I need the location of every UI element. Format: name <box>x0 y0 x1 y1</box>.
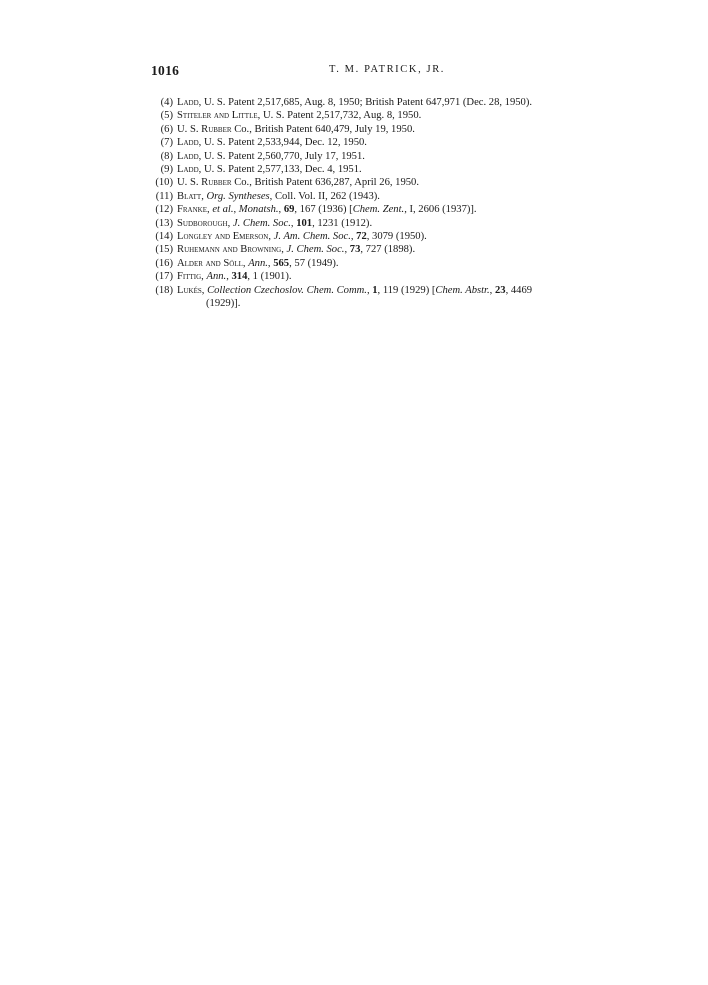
reference-item <box>151 123 621 136</box>
reference-segment: 565 <box>273 257 290 269</box>
reference-number: (15) <box>155 244 173 256</box>
reference-segment: Co., British Patent 640,479, July 19, 1950. <box>231 123 415 135</box>
reference-item <box>151 176 621 189</box>
reference-segment: , <box>233 204 239 216</box>
reference-number: (4) <box>160 97 173 108</box>
reference-item <box>151 136 621 149</box>
reference-segment: Ann. <box>206 271 227 283</box>
reference-segment: , <box>227 217 233 229</box>
reference-segment: , U. S. Patent 2,577,133, Dec. 4, 1951. <box>198 164 362 176</box>
reference-segment: , 1231 (1912). <box>312 217 373 229</box>
reference-segment: , <box>350 231 357 243</box>
reference-number: (18) <box>155 284 173 296</box>
reference-segment: , <box>290 217 297 229</box>
reference-segment: Rubber <box>201 123 232 135</box>
reference-segment: 23 <box>494 284 506 296</box>
reference-continuation: (1929)]. <box>206 298 241 310</box>
reference-segment: , U. S. Patent 2,533,944, Dec. 12, 1950. <box>198 137 367 149</box>
reference-list <box>151 96 621 311</box>
reference-item <box>151 109 621 122</box>
reference-segment: Co., British Patent 636,287, April 26, 1950. <box>231 177 420 189</box>
reference-segment: 1 <box>372 284 378 296</box>
reference-item <box>151 284 621 297</box>
reference-segment: , <box>366 284 373 296</box>
reference-segment: 72 <box>356 231 367 243</box>
reference-segment: Ladd <box>177 150 199 162</box>
reference-segment: , <box>226 271 232 283</box>
reference-text <box>177 136 367 149</box>
reference-text <box>177 109 421 122</box>
reference-segment: U. S. <box>177 123 202 135</box>
reference-text <box>177 150 365 163</box>
reference-text <box>177 217 372 230</box>
reference-segment: Fittig <box>177 271 202 283</box>
reference-segment: , <box>201 284 208 296</box>
reference-text <box>177 163 362 176</box>
reference-segment: Chem. Abstr. <box>435 284 490 296</box>
reference-number: (14) <box>155 231 173 243</box>
reference-segment: , I, 2606 (1937)]. <box>404 204 477 216</box>
reference-segment: , 57 (1949). <box>289 257 339 269</box>
reference-segment: Ladd <box>177 164 199 176</box>
reference-item <box>151 257 621 270</box>
reference-item <box>151 190 621 203</box>
reference-segment: U. S. <box>177 177 202 189</box>
reference-segment: , 4469 <box>505 284 533 296</box>
reference-segment: , 167 (1936) [ <box>294 204 353 216</box>
reference-segment: Sudborough <box>177 217 228 229</box>
reference-text <box>177 230 427 243</box>
reference-text <box>177 96 532 109</box>
reference-segment: Monatsh. <box>238 204 279 216</box>
reference-item <box>151 150 621 163</box>
reference-number: (6) <box>160 123 173 135</box>
page-header <box>151 63 609 81</box>
reference-segment: Org. Syntheses <box>206 190 270 202</box>
reference-segment: , 119 (1929) [ <box>377 284 436 296</box>
reference-segment: Ladd <box>177 137 199 149</box>
reference-text <box>177 176 419 189</box>
reference-segment: , <box>201 190 207 202</box>
reference-segment: , <box>267 257 274 269</box>
reference-segment: Longley and Emerson <box>177 231 269 243</box>
reference-segment: , <box>278 204 284 216</box>
reference-segment: J. Chem. Soc. <box>286 244 345 256</box>
reference-segment: , U. S. Patent 2,517,732, Aug. 8, 1950. <box>257 110 422 122</box>
reference-segment: , <box>207 204 213 216</box>
reference-segment: Stiteler and Little <box>177 110 258 122</box>
reference-number: (16) <box>155 257 173 269</box>
reference-segment: 101 <box>296 217 313 229</box>
reference-segment: , U. S. Patent 2,517,685, Aug. 8, 1950; British Patent 647,971 (Dec. 28, 1950). <box>198 97 533 108</box>
reference-segment: Ladd <box>177 97 199 108</box>
reference-item <box>151 270 621 283</box>
reference-item <box>151 203 621 216</box>
reference-text <box>177 123 415 136</box>
reference-segment: , 3079 (1950). <box>366 231 427 243</box>
reference-segment: , <box>201 271 207 283</box>
reference-number: (10) <box>155 177 173 189</box>
running-head: T. M. PATRICK, JR. <box>329 64 446 75</box>
reference-segment: Collection Czechoslov. Chem. Comm. <box>207 284 367 296</box>
reference-segment: , 727 (1898). <box>360 244 416 256</box>
reference-segment: Franke <box>177 204 208 216</box>
reference-segment: , U. S. Patent 2,560,770, July 17, 1951. <box>198 150 365 162</box>
reference-segment: 73 <box>349 244 361 256</box>
reference-text <box>177 270 292 283</box>
reference-segment: , <box>281 244 287 256</box>
reference-segment: , <box>489 284 495 296</box>
reference-segment: J. Chem. Soc. <box>232 217 291 229</box>
reference-segment: Lukés <box>177 284 202 296</box>
reference-segment: , <box>344 244 350 256</box>
reference-item <box>151 230 621 243</box>
reference-segment: Ruhemann and Browning <box>177 244 282 256</box>
reference-number: (7) <box>160 137 173 149</box>
reference-text <box>177 190 380 203</box>
reference-segment: Ann. <box>248 257 268 269</box>
reference-segment: , <box>242 257 249 269</box>
reference-item <box>151 243 621 256</box>
reference-number: (9) <box>160 164 173 176</box>
reference-text <box>177 243 415 256</box>
reference-item <box>151 96 621 109</box>
reference-item <box>151 163 621 176</box>
reference-segment: 314 <box>231 271 248 283</box>
reference-segment: et al. <box>212 204 234 216</box>
reference-text <box>177 284 532 297</box>
reference-segment: J. Am. Chem. Soc. <box>273 231 351 243</box>
reference-segment: Blatt <box>177 190 202 202</box>
reference-segment: Rubber <box>201 177 232 189</box>
reference-number: (8) <box>160 150 173 162</box>
reference-number: (13) <box>155 217 173 229</box>
reference-number: (17) <box>155 271 173 283</box>
reference-segment: , 1 (1901). <box>247 271 292 283</box>
reference-segment: , <box>268 231 274 243</box>
reference-segment: Alder and Söll <box>177 257 243 269</box>
reference-segment: 69 <box>283 204 295 216</box>
reference-segment: Chem. Zent. <box>352 204 405 216</box>
reference-number: (11) <box>155 190 173 202</box>
reference-item <box>151 217 621 230</box>
reference-segment: , Coll. Vol. II, 262 (1943). <box>269 190 380 202</box>
reference-text <box>177 257 339 270</box>
reference-number: (12) <box>155 204 173 216</box>
page-number: 1016 <box>151 63 180 78</box>
reference-number: (5) <box>160 110 173 122</box>
reference-text <box>177 203 477 216</box>
